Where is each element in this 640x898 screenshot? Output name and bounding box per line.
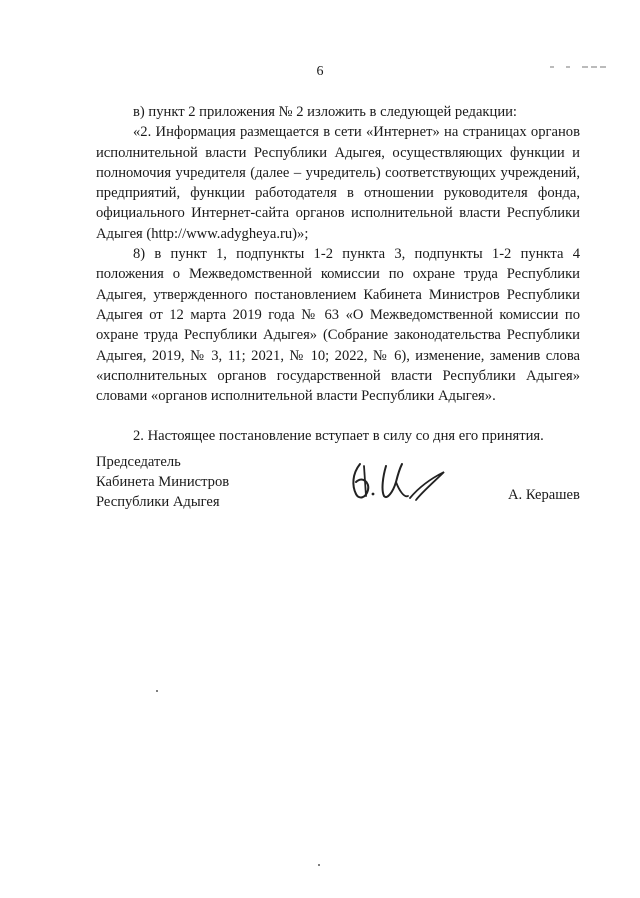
signatory-title-line: Кабинета Министров [96,474,230,490]
paragraph-item-v: в) пункт 2 приложения № 2 изложить в следующей редакции: [133,104,517,120]
page-number: 6 [316,64,324,79]
scan-speck [318,864,320,866]
scan-mark-icon [548,64,610,70]
paragraph-effective-date: 2. Настоящее постановление вступает в силу со дня его принятия. [133,428,544,445]
signatory-title-line: Республики Адыгея [96,494,220,510]
signer-name: А. Керашев [508,487,580,503]
signatory-title [96,452,229,512]
document-body [96,102,580,447]
signatory-title-line: Председатель [96,454,181,470]
paragraph-quoted-clause: «2. Информация размещается в сети «Интернет» на страницах органов исполнительной власти Республики Адыгея, осуществляющих функции и полномочия учредителя (далее – учредитель) соответствующих учреждений, предприятий, функции работодателя в отношении руководителя фонда, официального Интернет-сайта органов исполнительной власти Республики Адыгея (http://www.adygheya.ru)»; [96,124,580,242]
scan-speck [156,690,158,692]
handwritten-signature-icon [346,452,456,512]
paragraph-item-8: 8) в пункт 1, подпункты 1-2 пункта 3, подпункты 1-2 пункта 4 положения о Межведомственной комиссии по охране труда Республики Адыгея, утвержденного постановлением Кабинета Министров Республики Адыгея от 12 марта 2019 года № 63 «О Межведомственной комиссии по охране труда Республики Адыгея» (Собрание законодательства Республики Адыгея, 2019, № 3, 11; 2021, № 10; 2022, № 6), изменение, заменив слова «исполнительных органов государственной власти Республики Адыгея» словами «органов исполнительной власти Республики Адыгея». [96,246,580,405]
